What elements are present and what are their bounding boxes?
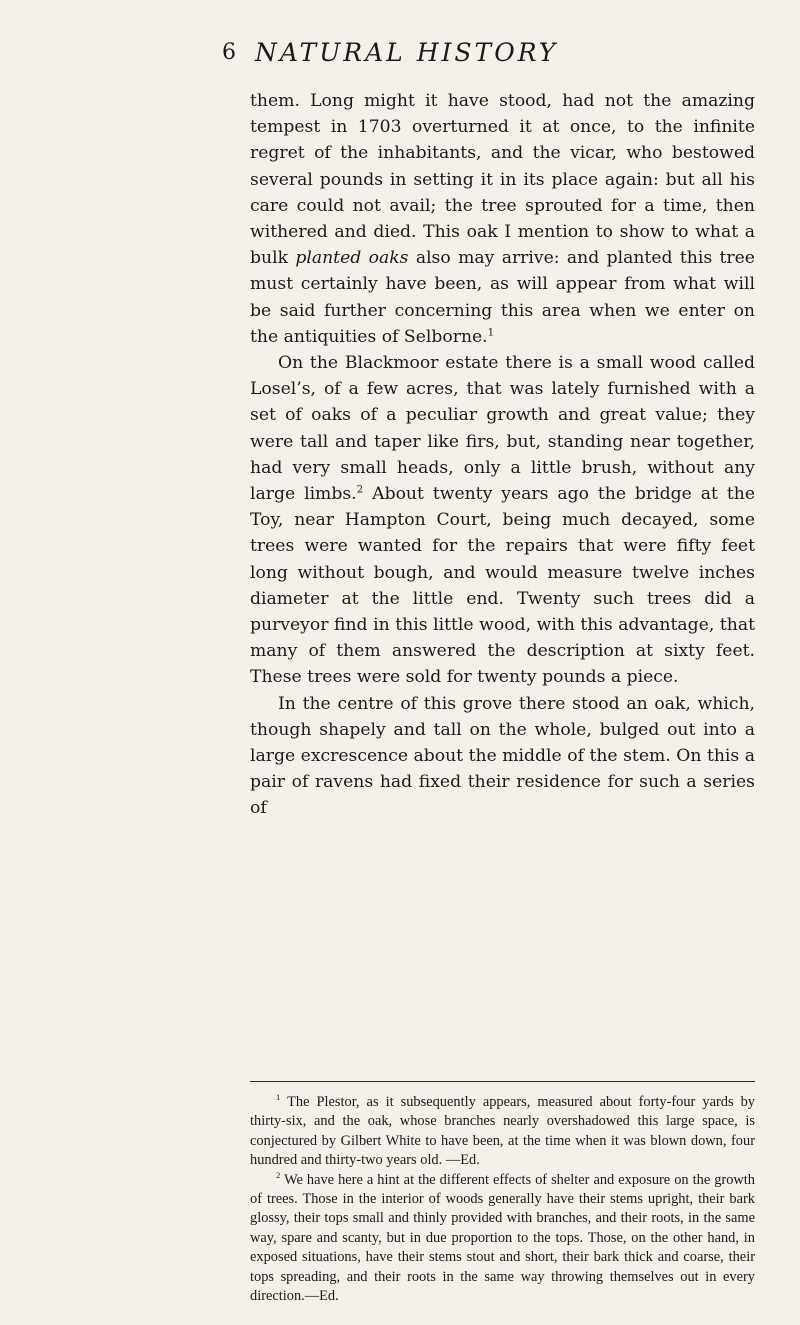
paragraph xyxy=(250,88,755,350)
footnote-ref: 2 xyxy=(356,483,364,496)
footnote-mark: 1 xyxy=(276,1092,281,1103)
footnotes xyxy=(250,1093,755,1306)
paragraph-text: On the Blackmoor estate there is a small wood called Losel’s, of a few acres, that was lately furnished with a set of oaks of a peculiar growth and great value; they were tall and taper like firs, but, standing near together, had very small heads, only a little brush, without any large limbs. xyxy=(250,353,755,505)
paragraph-text: them. Long might it have stood, had not the amazing tempest in 1703 overturned it at once, to the infinite regret of the inhabitants, and the vicar, who bestowed several pounds in setting it in its place again: but all his care could not avail; the tree sprouted for a time, then withered and died. This oak I mention to show to what a bulk xyxy=(250,91,755,269)
page-number: 6 xyxy=(222,40,236,65)
footnote xyxy=(250,1171,755,1307)
paragraph: In the centre of this grove there stood an oak, which, though shapely and tall on the whole, bulged out into a large excrescence about the middle of the stem. On this a pair of ravens had fixed their residence for such a series of xyxy=(250,693,755,819)
footnote-text: The Plestor, as it subsequently appears, measured about forty-four yards by thirty-six, and the oak, whose branches nearly overshadowed this large space, is conjectured by Gilbert White to have been, at the time when it was blown down, four hundred and thirty-two years old. —Ed. xyxy=(250,1094,755,1169)
italic-text: planted oaks xyxy=(295,248,409,269)
paragraph-text: also may arrive: and planted this tree must certainly have been, as will appear from what will be said further concerning this area when we enter on the antiquities of Selborne. xyxy=(250,248,755,347)
footnote-mark: 2 xyxy=(276,1169,281,1180)
body-text xyxy=(250,88,755,822)
footnote-ref: 1 xyxy=(487,326,495,339)
paragraph-text: About twenty years ago the bridge at the Toy, near Hampton Court, being much decayed, some trees were wanted for the repairs that were fifty feet long without bough, and would measure twelve inches diameter at the little end. Twenty such trees did a purveyor find in this little wood, with this advantage, that many of them answered the description at sixty feet. These trees were sold for twenty pounds a piece. xyxy=(250,484,755,688)
footnote-text: We have here a hint at the different effects of shelter and exposure on the growth of trees. Those in the interior of woods generally have their stems upright, their bark glossy, their tops small and thinly provided with branches, and their roots, in the same way, spare and scanty, but in due proportion to the tops. Those, on the other hand, in exposed situations, have their stems stout and short, their bark thick and coarse, their tops spreading, and their roots in the same way throwing themselves out in every direction.—Ed. xyxy=(250,1171,755,1305)
running-head: NATURAL HISTORY xyxy=(255,38,559,67)
paragraph xyxy=(250,350,755,691)
footnote xyxy=(250,1093,755,1171)
footnote-rule xyxy=(250,1081,755,1082)
